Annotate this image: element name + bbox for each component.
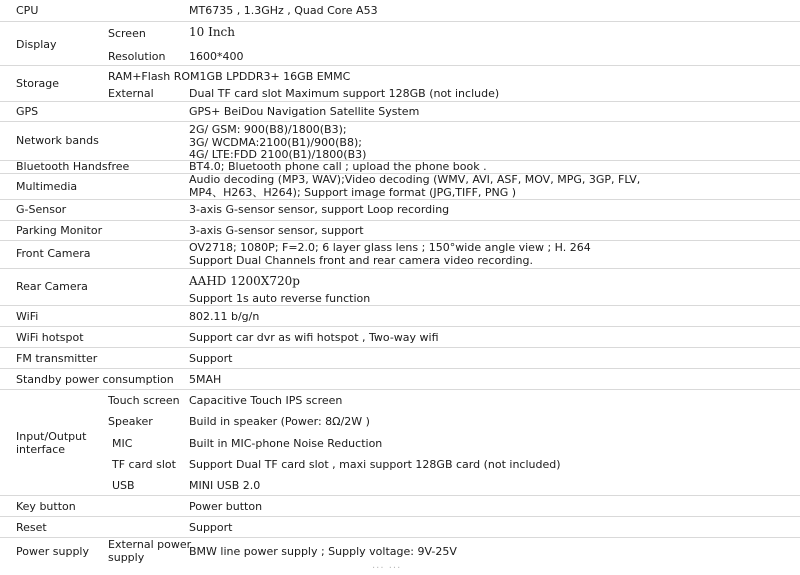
touch-label: Touch screen bbox=[108, 394, 180, 407]
row-divider bbox=[0, 121, 800, 122]
touch-value: Capacitive Touch IPS screen bbox=[189, 394, 343, 407]
network-line-2: 3G/ WCDMA:2100(B1)/900(B8); bbox=[189, 136, 362, 149]
wifi-label: WiFi bbox=[16, 310, 39, 323]
gps-label: GPS bbox=[16, 105, 39, 118]
reset-label: Reset bbox=[16, 521, 47, 534]
row-divider bbox=[0, 389, 800, 390]
watermark: ··· ··· bbox=[372, 563, 402, 574]
parking-label: Parking Monitor bbox=[16, 224, 103, 237]
multimedia-label: Multimedia bbox=[16, 180, 78, 193]
fm-label: FM transmitter bbox=[16, 352, 98, 365]
row-divider bbox=[0, 199, 800, 200]
speaker-value: Build in speaker (Power: 8Ω/2W ) bbox=[189, 415, 370, 428]
wifi-value: 802.11 b/g/n bbox=[189, 310, 260, 323]
row-divider bbox=[0, 368, 800, 369]
network-line-1: 2G/ GSM: 900(B8)/1800(B3); bbox=[189, 123, 347, 136]
key-button-label: Key button bbox=[16, 500, 76, 513]
bluetooth-value: BT4.0; Bluetooth phone call ; upload the phone book . bbox=[189, 160, 487, 173]
row-divider bbox=[0, 65, 800, 66]
standby-label: Standby power consumption bbox=[16, 373, 174, 386]
row-divider bbox=[0, 326, 800, 327]
resolution-value: 1600*400 bbox=[189, 50, 244, 63]
hotspot-value: Support car dvr as wifi hotspot , Two-way wifi bbox=[189, 331, 439, 344]
hotspot-label: WiFi hotspot bbox=[16, 331, 84, 344]
display-label: Display bbox=[16, 38, 57, 51]
row-divider bbox=[0, 305, 800, 306]
front-camera-line-2: Support Dual Channels front and rear camera video recording. bbox=[189, 254, 533, 267]
power-value: BMW line power supply ; Supply voltage: 9V-25V bbox=[189, 545, 457, 558]
storage-label: Storage bbox=[16, 77, 60, 90]
multimedia-line-2: MP4、H263、H264); Support image format (JPG,TIFF, PNG ) bbox=[189, 186, 517, 199]
fm-value: Support bbox=[189, 352, 233, 365]
front-camera-line-1: OV2718; 1080P; F=2.0; 6 layer glass lens ; 150°wide angle view ; H. 264 bbox=[189, 241, 591, 254]
external-value: Dual TF card slot Maximum support 128GB (not include) bbox=[189, 87, 500, 100]
speaker-label: Speaker bbox=[108, 415, 153, 428]
cpu-label: CPU bbox=[16, 4, 39, 17]
usb-value: MINI USB 2.0 bbox=[189, 479, 261, 492]
network-line-3: 4G/ LTE:FDD 2100(B1)/1800(B3) bbox=[189, 148, 367, 161]
screen-value: 10 Inch bbox=[189, 25, 236, 39]
rear-camera-label: Rear Camera bbox=[16, 280, 88, 293]
bluetooth-label: Bluetooth Handsfree bbox=[16, 160, 130, 173]
rear-camera-line-1: AAHD 1200X720p bbox=[189, 274, 300, 288]
row-divider bbox=[0, 101, 800, 102]
screen-label: Screen bbox=[108, 27, 146, 40]
gsensor-value: 3-axis G-sensor sensor, support Loop recording bbox=[189, 203, 450, 216]
front-camera-label: Front Camera bbox=[16, 247, 91, 260]
row-divider bbox=[0, 495, 800, 496]
power-label: Power supply bbox=[16, 545, 89, 558]
parking-value: 3-axis G-sensor sensor, support bbox=[189, 224, 364, 237]
mic-value: Built in MIC-phone Noise Reduction bbox=[189, 437, 383, 450]
power-sub-line-1: External power bbox=[108, 538, 192, 551]
usb-label: USB bbox=[112, 479, 135, 492]
rear-camera-line-2: Support 1s auto reverse function bbox=[189, 292, 371, 305]
multimedia-line-1: Audio decoding (MP3, WAV);Video decoding (WMV, AVI, ASF, MOV, MPG, 3GP, FLV, bbox=[189, 173, 641, 186]
resolution-label: Resolution bbox=[108, 50, 166, 63]
reset-value: Support bbox=[189, 521, 233, 534]
external-label: External bbox=[108, 87, 154, 100]
row-divider bbox=[0, 268, 800, 269]
gps-value: GPS+ BeiDou Navigation Satellite System bbox=[189, 105, 420, 118]
standby-value: 5MAH bbox=[189, 373, 222, 386]
row-divider bbox=[0, 220, 800, 221]
tf-label: TF card slot bbox=[112, 458, 176, 471]
network-label: Network bands bbox=[16, 134, 99, 147]
row-divider bbox=[0, 21, 800, 22]
key-button-value: Power button bbox=[189, 500, 263, 513]
power-sub-line-2: supply bbox=[108, 551, 145, 564]
tf-value: Support Dual TF card slot , maxi support 128GB card (not included) bbox=[189, 458, 561, 471]
gsensor-label: G-Sensor bbox=[16, 203, 67, 216]
mic-label: MIC bbox=[112, 437, 133, 450]
cpu-value: MT6735 , 1.3GHz , Quad Core A53 bbox=[189, 4, 378, 17]
io-label-line-2: interface bbox=[16, 443, 66, 456]
storage-ram-value: RAM+Flash ROM1GB LPDDR3+ 16GB EMMC bbox=[108, 70, 351, 83]
io-label-line-1: Input/Output bbox=[16, 430, 87, 443]
row-divider bbox=[0, 347, 800, 348]
row-divider bbox=[0, 516, 800, 517]
